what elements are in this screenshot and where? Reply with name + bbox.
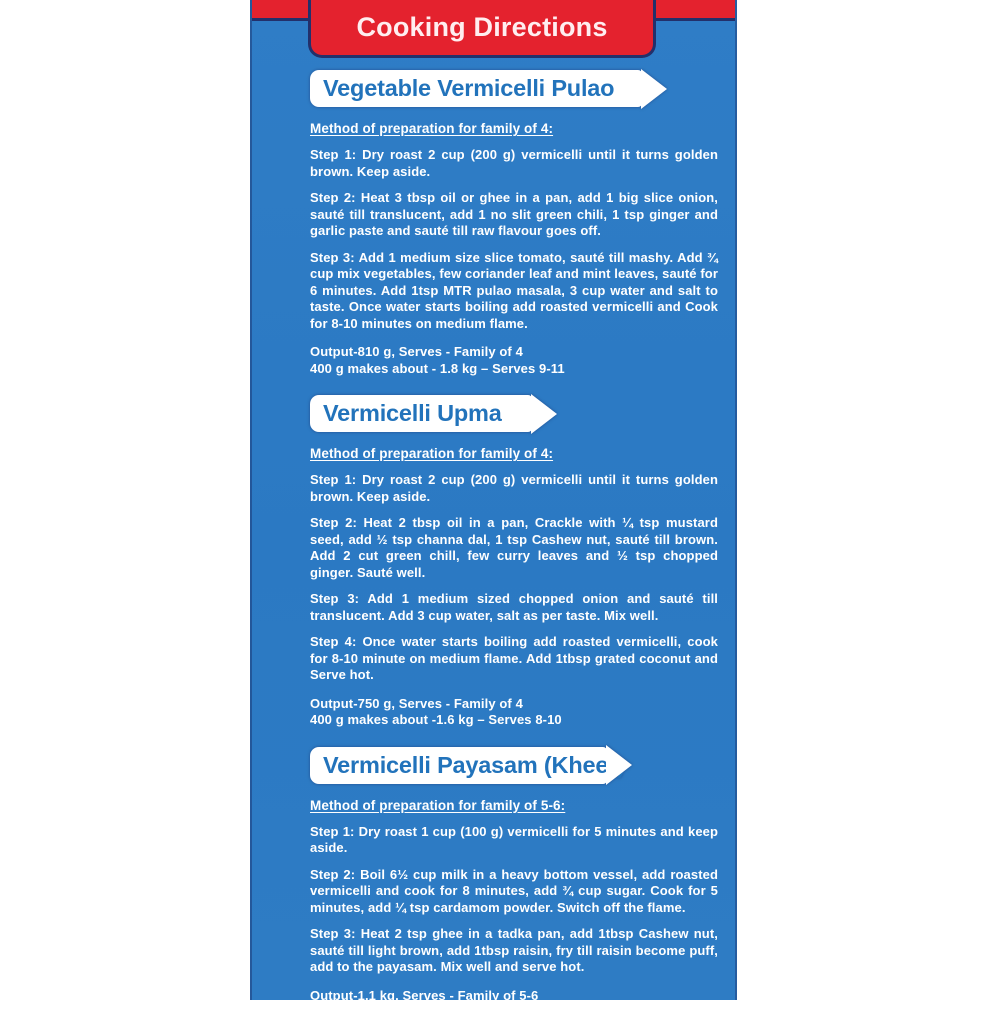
recipe-banner-upma — [310, 395, 532, 432]
step-text: Add 1 medium sized chopped onion and sauté till translucent. Add 3 cup water, salt as per taste. Mix well. — [310, 591, 718, 623]
cooking-directions-title: Cooking Directions — [356, 12, 608, 42]
step-label: Step 3: — [310, 591, 360, 606]
method-heading: Method of preparation for family of 5-6: — [310, 797, 566, 813]
step-text: Heat 2 tsp ghee in a tadka pan, add 1tbsp Cashew nut, sauté till light brown, add 1tbsp raisin, fry till raisin become puff, add to the payasam. Mix well and serve hot. — [310, 926, 718, 974]
step-label: Step 4: — [310, 634, 357, 649]
step-paragraph — [310, 824, 718, 857]
step-text: Heat 3 tbsp oil or ghee in a pan, add 1 big slice onion, sauté till translucent, add 1 no slit green chili, 1 tsp ginger and garlic paste and sauté till raw flavour goes off. — [310, 190, 719, 238]
step-text: Boil 6½ cup milk in a heavy bottom vessel, add roasted vermicelli and cook for 8 minutes, add ¾ cup sugar. Cook for 5 minutes, add ¼ tsp cardamom powder. Switch off the flame. — [310, 866, 718, 915]
step-label: Step 1: — [310, 147, 357, 162]
step-text: Dry roast 2 cup (200 g) vermicelli until it turns golden brown. Keep aside. — [310, 147, 719, 179]
step-text: Add 1 medium size slice tomato, sauté till mashy. Add ¾ cup mix vegetables, few coriander leaf and mint leaves, sauté for 6 minutes. Add 1tsp MTR pulao masala, 3 cup water and salt to taste. Once water starts boiling add roasted vermicelli and Cook for 8-10 minutes on medium flame. — [310, 249, 718, 331]
step-label: Step 1: — [310, 823, 355, 839]
recipe-banner-payasam — [310, 747, 625, 784]
output-line: Output-810 g, Serves - Family of 4 — [310, 344, 523, 359]
yield-line: 400 g makes about - 1.8 kg – Serves 9-11 — [310, 360, 565, 376]
step-paragraph — [310, 591, 718, 624]
cooking-directions-tab — [308, 0, 656, 58]
step-label: Step 1: — [310, 472, 357, 487]
output-block — [310, 344, 718, 377]
step-text: Once water starts boiling add roasted vermicelli, cook for 8-10 minute on medium flame. Add 1tbsp grated coconut and Serve hot. — [310, 634, 718, 682]
recipe-banner-label: Vegetable Vermicelli Pulao — [323, 75, 615, 101]
output-block — [310, 696, 718, 729]
step-paragraph — [310, 867, 718, 917]
step-label: Step 3: — [310, 926, 356, 941]
output-block — [310, 988, 718, 1021]
recipe-section-payasam — [310, 747, 718, 1021]
method-heading: Method of preparation for family of 4: — [310, 446, 554, 461]
blue-label-panel — [250, 0, 737, 1019]
step-paragraph — [310, 634, 718, 684]
step-paragraph — [310, 472, 718, 505]
method-heading: Method of preparation for family of 4: — [310, 121, 554, 136]
directions-content — [252, 70, 735, 1021]
recipe-section-upma — [310, 395, 718, 729]
step-paragraph — [310, 515, 718, 581]
step-paragraph — [310, 190, 718, 240]
step-paragraph — [310, 147, 718, 180]
step-label: Step 3: — [310, 249, 355, 265]
yield-line: 400 g makes about -1.6 kg – Serves 8-10 — [310, 712, 562, 727]
step-label: Step 2: — [310, 515, 357, 530]
step-text: Dry roast 2 cup (200 g) vermicelli until it turns golden brown. Keep aside. — [310, 472, 719, 504]
yield-line: 400 g makes about - 4.5 kg – Serves 22-23 — [310, 1004, 573, 1019]
step-paragraph — [310, 250, 718, 333]
recipe-banner-pulao — [310, 70, 642, 107]
step-paragraph — [310, 926, 718, 976]
step-text: Dry roast 1 cup (100 g) vermicelli for 5 minutes and keep aside. — [310, 823, 719, 855]
step-text: Heat 2 tbsp oil in a pan, Crackle with ¼ tsp mustard seed, add ½ tsp channa dal, 1 tsp Cashew nut, sauté till brown. Add 2 cut green chill, few curry leaves and ½ tsp chopped ginger. Sauté well. — [310, 515, 718, 580]
recipe-banner-label: Vermicelli Upma — [323, 400, 502, 426]
step-label: Step 2: — [310, 190, 356, 205]
output-line: Output-1.1 kg, Serves - Family of 5-6 — [310, 987, 539, 1003]
output-line: Output-750 g, Serves - Family of 4 — [310, 695, 523, 711]
recipe-section-pulao — [310, 70, 718, 377]
recipe-banner-label: Vermicelli Payasam (Kheer) — [323, 751, 625, 778]
step-label: Step 2: — [310, 866, 356, 882]
